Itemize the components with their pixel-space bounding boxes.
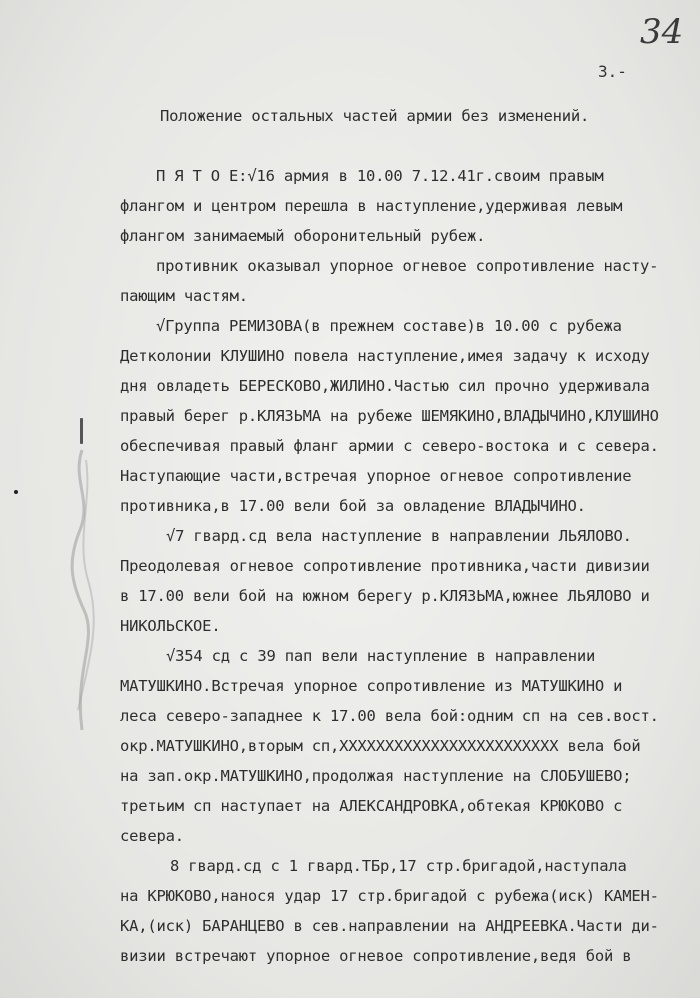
text-line-27: КА,(иск) БАРАНЦЕВО в сев.направлении на АНДРЕЕВКА.Части ди- bbox=[120, 917, 659, 935]
page-number: 3.- bbox=[598, 62, 627, 81]
text-line-21: окр.МАТУШКИНО,вторым сп,ХХХХХХХХХХХХХХХХХХХХХХХХ вела бой bbox=[120, 737, 641, 755]
margin-mark bbox=[80, 418, 83, 444]
text-line-1: Положение остальных частей армии без изменений. bbox=[160, 107, 590, 125]
text-line-13: противника,в 17.00 вели бой за овладение ВЛАДЫЧИНО. bbox=[120, 497, 586, 515]
text-line-7: √Группа РЕМИЗОВА(в прежнем составе)в 10.00 с рубежа bbox=[156, 317, 622, 335]
text-line-5: противник оказывал упорное огневое сопротивление насту- bbox=[156, 257, 659, 275]
text-line-23: третьим сп наступает на АЛЕКСАНДРОВКА,обтекая КРЮКОВО с bbox=[120, 797, 623, 815]
punch-mark bbox=[14, 490, 18, 494]
text-line-28: визии встречают упорное огневое сопротивление,ведя бой в bbox=[120, 947, 632, 965]
text-line-20: леса северо-западнее к 17.00 вела бой:одним сп на сев.вост. bbox=[120, 707, 659, 725]
text-line-8: Детколонии КЛУШИНО повела наступление,имея задачу к исходу bbox=[120, 347, 650, 365]
text-line-25: 8 гвард.сд с 1 гвард.ТБр,17 стр.бригадой,наступала bbox=[170, 857, 627, 875]
text-line-11: обеспечивая правый фланг армии с северо-востока и с севера. bbox=[120, 437, 659, 455]
text-line-9: дня овладеть БЕРЕСКОВО,ЖИЛИНО.Частью сил прочно удерживала bbox=[120, 377, 650, 395]
text-line-6: пающим частям. bbox=[120, 287, 248, 305]
text-line-15: Преодолевая огневое сопротивление противника,части дивизии bbox=[120, 557, 650, 575]
text-line-12: Наступающие части,встречая упорное огневое сопротивление bbox=[120, 467, 632, 485]
text-line-18: √354 сд с 39 пап вели наступление в направлении bbox=[166, 647, 596, 665]
text-line-14: √7 гвард.сд вела наступление в направлении ЛЬЯЛОВО. bbox=[166, 527, 632, 545]
text-line-22: на зап.окр.МАТУШКИНО,продолжая наступление на СЛОБУШЕВО; bbox=[120, 767, 632, 785]
margin-signature-scribble bbox=[62, 440, 102, 740]
text-line-17: НИКОЛЬСКОЕ. bbox=[120, 617, 221, 635]
text-line-2: П Я Т О Е:√16 армия в 10.00 7.12.41г.своим правым bbox=[156, 167, 604, 185]
text-line-10: правый берег р.КЛЯЗЬМА на рубеже ШЕМЯКИНО,ВЛАДЫЧИНО,КЛУШИНО bbox=[120, 407, 659, 425]
text-line-3: флангом и центром перешла в наступление,удерживая левым bbox=[120, 197, 623, 215]
archive-page-number: 34 bbox=[640, 12, 684, 52]
text-line-16: в 17.00 вели бой на южном берегу р.КЛЯЗЬМА,южнее ЛЬЯЛОВО и bbox=[120, 587, 650, 605]
text-line-24: севера. bbox=[120, 827, 184, 845]
text-line-26: на КРЮКОВО,нанося удар 17 стр.бригадой с рубежа(иск) КАМЕН- bbox=[120, 887, 659, 905]
text-line-4: флангом занимаемый оборонительный рубеж. bbox=[120, 227, 486, 245]
text-line-19: МАТУШКИНО.Встречая упорное сопротивление из МАТУШКИНО и bbox=[120, 677, 623, 695]
